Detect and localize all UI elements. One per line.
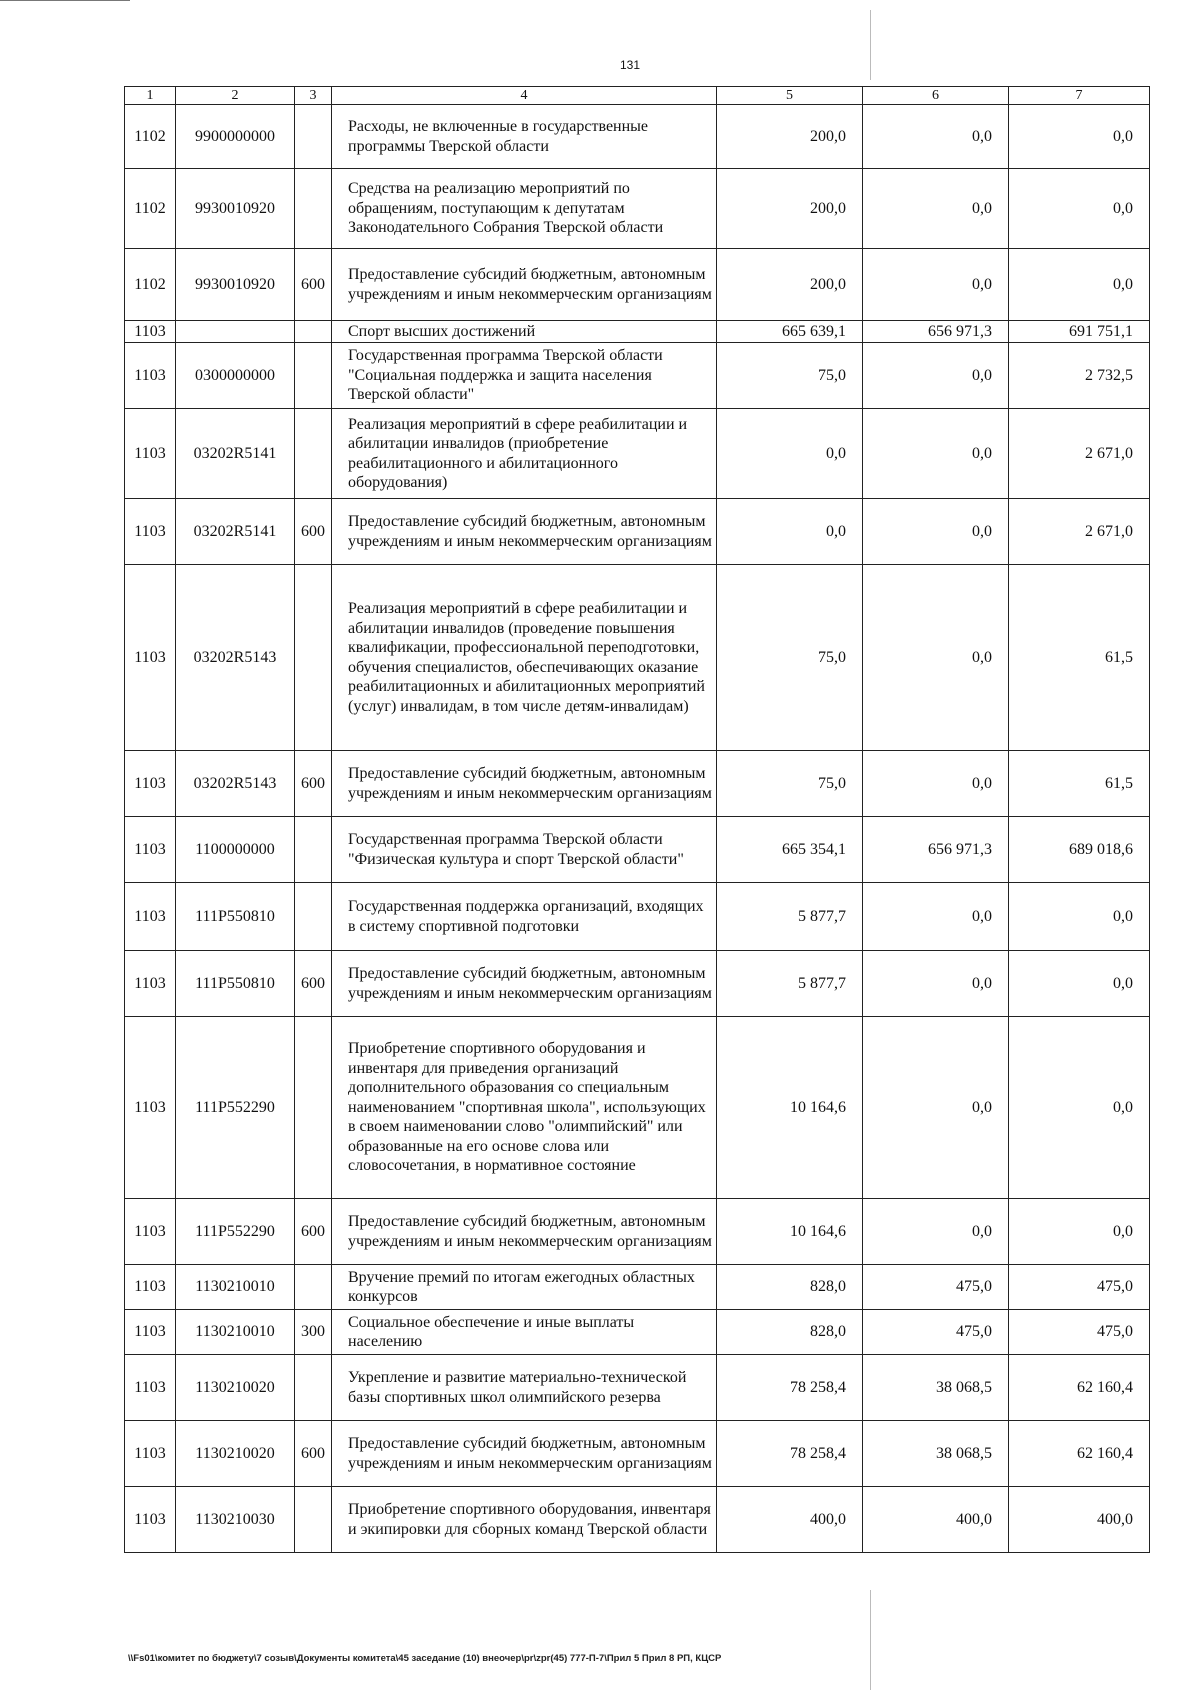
scan-line-bottom	[870, 1590, 871, 1690]
cell-value-6: 656 971,3	[863, 321, 1009, 343]
cell-value-5: 665 354,1	[717, 817, 863, 883]
cell-type: 600	[295, 1199, 332, 1265]
table-row	[125, 409, 1150, 499]
cell-value-5: 828,0	[717, 1310, 863, 1355]
cell-code: 9930010920	[176, 169, 295, 249]
cell-value-5: 400,0	[717, 1487, 863, 1553]
cell-code: 9900000000	[176, 105, 295, 169]
cell-value-7: 400,0	[1009, 1487, 1150, 1553]
cell-value-7: 691 751,1	[1009, 321, 1150, 343]
cell-value-5: 200,0	[717, 249, 863, 321]
table-row	[125, 751, 1150, 817]
cell-value-5: 0,0	[717, 409, 863, 499]
cell-value-5: 10 164,6	[717, 1017, 863, 1199]
cell-code: 0300000000	[176, 343, 295, 409]
cell-type: 600	[295, 499, 332, 565]
cell-name: Государственная программа Тверской области "Социальная поддержка и защита населения Тверской области"	[332, 343, 717, 409]
cell-section: 1103	[125, 499, 176, 565]
cell-value-7: 0,0	[1009, 105, 1150, 169]
cell-type: 600	[295, 249, 332, 321]
table-row	[125, 343, 1150, 409]
cell-value-6: 0,0	[863, 169, 1009, 249]
col-header-2: 2	[176, 87, 295, 105]
cell-name: Спорт высших достижений	[332, 321, 717, 343]
cell-value-7: 0,0	[1009, 169, 1150, 249]
scan-line-top	[0, 0, 130, 1]
table-row	[125, 169, 1150, 249]
cell-name: Приобретение спортивного оборудования, инвентаря и экипировки для сборных команд Тверской области	[332, 1487, 717, 1553]
cell-name: Реализация мероприятий в сфере реабилитации и абилитации инвалидов (приобретение реабилитационного и абилитационного оборудования)	[332, 409, 717, 499]
cell-name: Укрепление и развитие материально-технической базы спортивных школ олимпийского резерва	[332, 1355, 717, 1421]
cell-type: 300	[295, 1310, 332, 1355]
table-row	[125, 1421, 1150, 1487]
cell-value-7: 62 160,4	[1009, 1421, 1150, 1487]
table-row	[125, 817, 1150, 883]
cell-value-5: 5 877,7	[717, 951, 863, 1017]
cell-type	[295, 817, 332, 883]
table-row	[125, 1265, 1150, 1310]
cell-value-5: 5 877,7	[717, 883, 863, 951]
cell-code: 1130210020	[176, 1355, 295, 1421]
cell-code: 1100000000	[176, 817, 295, 883]
table-row	[125, 1487, 1150, 1553]
cell-type	[295, 105, 332, 169]
cell-type	[295, 1265, 332, 1310]
cell-name: Приобретение спортивного оборудования и инвентаря для приведения организаций дополнительного образования со специальным наименованием "спортивная школа", использующих в своем наименовании слово "олимпийский" или образованные на его основе слова или словосочетания, в нормативное состояние	[332, 1017, 717, 1199]
cell-value-7: 0,0	[1009, 951, 1150, 1017]
cell-name: Государственная поддержка организаций, входящих в систему спортивной подготовки	[332, 883, 717, 951]
table-row	[125, 1310, 1150, 1355]
cell-name: Предоставление субсидий бюджетным, автономным учреждениям и иным некоммерческим организациям	[332, 951, 717, 1017]
cell-section: 1103	[125, 1421, 176, 1487]
cell-section: 1103	[125, 751, 176, 817]
cell-name: Вручение премий по итогам ежегодных областных конкурсов	[332, 1265, 717, 1310]
cell-name: Социальное обеспечение и иные выплаты населению	[332, 1310, 717, 1355]
cell-name: Реализация мероприятий в сфере реабилитации и абилитации инвалидов (проведение повышения квалификации, профессиональной переподготовки, обучения специалистов, обеспечивающих оказание реабилитационных и абилитационных мероприятий (услуг) инвалидам, в том числе детям-инвалидам)	[332, 565, 717, 751]
table-header-row	[125, 87, 1150, 105]
cell-section: 1103	[125, 1310, 176, 1355]
cell-value-6: 0,0	[863, 409, 1009, 499]
cell-value-5: 75,0	[717, 751, 863, 817]
cell-section: 1103	[125, 1355, 176, 1421]
table-row	[125, 951, 1150, 1017]
cell-section: 1103	[125, 565, 176, 751]
cell-value-6: 475,0	[863, 1310, 1009, 1355]
cell-value-6: 0,0	[863, 343, 1009, 409]
table-row	[125, 321, 1150, 343]
cell-code: 111P550810	[176, 951, 295, 1017]
table-row	[125, 105, 1150, 169]
table-row	[125, 1199, 1150, 1265]
cell-value-7: 475,0	[1009, 1310, 1150, 1355]
cell-name: Предоставление субсидий бюджетным, автономным учреждениям и иным некоммерческим организациям	[332, 751, 717, 817]
cell-code	[176, 321, 295, 343]
cell-value-7: 2 671,0	[1009, 499, 1150, 565]
cell-section: 1103	[125, 1017, 176, 1199]
cell-section: 1103	[125, 951, 176, 1017]
table-row	[125, 499, 1150, 565]
cell-value-5: 75,0	[717, 565, 863, 751]
cell-code: 1130210030	[176, 1487, 295, 1553]
cell-value-7: 2 732,5	[1009, 343, 1150, 409]
cell-value-6: 475,0	[863, 1265, 1009, 1310]
cell-value-5: 10 164,6	[717, 1199, 863, 1265]
cell-code: 1130210010	[176, 1310, 295, 1355]
cell-value-7: 0,0	[1009, 883, 1150, 951]
cell-name: Расходы, не включенные в государственные программы Тверской области	[332, 105, 717, 169]
cell-section: 1103	[125, 321, 176, 343]
cell-value-7: 2 671,0	[1009, 409, 1150, 499]
cell-type	[295, 1017, 332, 1199]
cell-section: 1103	[125, 1199, 176, 1265]
cell-value-7: 689 018,6	[1009, 817, 1150, 883]
col-header-5: 5	[717, 87, 863, 105]
cell-value-7: 475,0	[1009, 1265, 1150, 1310]
cell-code: 03202R5141	[176, 499, 295, 565]
cell-name: Государственная программа Тверской области "Физическая культура и спорт Тверской области"	[332, 817, 717, 883]
cell-code: 03202R5143	[176, 565, 295, 751]
col-header-6: 6	[863, 87, 1009, 105]
cell-section: 1103	[125, 1487, 176, 1553]
table-row	[125, 883, 1150, 951]
cell-value-6: 0,0	[863, 565, 1009, 751]
cell-value-6: 0,0	[863, 751, 1009, 817]
cell-section: 1103	[125, 343, 176, 409]
cell-type	[295, 343, 332, 409]
cell-section: 1102	[125, 169, 176, 249]
cell-section: 1103	[125, 1265, 176, 1310]
cell-code: 111P550810	[176, 883, 295, 951]
table-row	[125, 1017, 1150, 1199]
table-row	[125, 1355, 1150, 1421]
cell-name: Предоставление субсидий бюджетным, автономным учреждениям и иным некоммерческим организациям	[332, 1421, 717, 1487]
cell-value-6: 0,0	[863, 951, 1009, 1017]
cell-value-5: 0,0	[717, 499, 863, 565]
cell-code: 1130210020	[176, 1421, 295, 1487]
col-header-1: 1	[125, 87, 176, 105]
col-header-4: 4	[332, 87, 717, 105]
cell-value-7: 0,0	[1009, 1199, 1150, 1265]
cell-section: 1103	[125, 883, 176, 951]
col-header-7: 7	[1009, 87, 1150, 105]
cell-code: 111P552290	[176, 1199, 295, 1265]
cell-type	[295, 321, 332, 343]
cell-value-6: 0,0	[863, 1017, 1009, 1199]
cell-type	[295, 1355, 332, 1421]
cell-value-6: 0,0	[863, 105, 1009, 169]
cell-code: 1130210010	[176, 1265, 295, 1310]
cell-value-6: 38 068,5	[863, 1421, 1009, 1487]
cell-value-7: 0,0	[1009, 1017, 1150, 1199]
cell-value-5: 828,0	[717, 1265, 863, 1310]
cell-name: Предоставление субсидий бюджетным, автономным учреждениям и иным некоммерческим организациям	[332, 249, 717, 321]
cell-value-6: 0,0	[863, 249, 1009, 321]
footer-file-path: \\Fs01\комитет по бюджету\7 созыв\Документы комитета\45 заседание (10) внеочер\pr\zpr(45) 777-П-7\Прил 5 Прил 8 РП, КЦСР	[128, 1653, 722, 1664]
cell-type	[295, 883, 332, 951]
cell-value-5: 78 258,4	[717, 1421, 863, 1487]
cell-value-7: 0,0	[1009, 249, 1150, 321]
cell-value-5: 78 258,4	[717, 1355, 863, 1421]
cell-section: 1103	[125, 817, 176, 883]
cell-type: 600	[295, 951, 332, 1017]
cell-value-5: 665 639,1	[717, 321, 863, 343]
cell-value-5: 200,0	[717, 105, 863, 169]
cell-value-6: 38 068,5	[863, 1355, 1009, 1421]
budget-table	[124, 86, 1150, 1553]
cell-value-5: 200,0	[717, 169, 863, 249]
cell-type	[295, 1487, 332, 1553]
cell-value-7: 61,5	[1009, 751, 1150, 817]
cell-type	[295, 409, 332, 499]
cell-value-6: 656 971,3	[863, 817, 1009, 883]
col-header-3: 3	[295, 87, 332, 105]
cell-name: Предоставление субсидий бюджетным, автономным учреждениям и иным некоммерческим организациям	[332, 1199, 717, 1265]
cell-type: 600	[295, 751, 332, 817]
cell-section: 1103	[125, 409, 176, 499]
cell-value-7: 62 160,4	[1009, 1355, 1150, 1421]
cell-type	[295, 169, 332, 249]
cell-type	[295, 565, 332, 751]
cell-code: 9930010920	[176, 249, 295, 321]
cell-value-6: 400,0	[863, 1487, 1009, 1553]
cell-code: 111P552290	[176, 1017, 295, 1199]
cell-value-7: 61,5	[1009, 565, 1150, 751]
table-row	[125, 565, 1150, 751]
page-number: 131	[620, 58, 641, 72]
cell-section: 1102	[125, 249, 176, 321]
table-body	[125, 105, 1150, 1553]
cell-name: Средства на реализацию мероприятий по обращениям, поступающим к депутатам Законодательного Собрания Тверской области	[332, 169, 717, 249]
table-row	[125, 249, 1150, 321]
cell-section: 1102	[125, 105, 176, 169]
cell-code: 03202R5143	[176, 751, 295, 817]
cell-value-6: 0,0	[863, 883, 1009, 951]
scan-line-right	[870, 10, 871, 80]
cell-value-6: 0,0	[863, 1199, 1009, 1265]
cell-value-5: 75,0	[717, 343, 863, 409]
cell-name: Предоставление субсидий бюджетным, автономным учреждениям и иным некоммерческим организациям	[332, 499, 717, 565]
cell-value-6: 0,0	[863, 499, 1009, 565]
cell-code: 03202R5141	[176, 409, 295, 499]
cell-type: 600	[295, 1421, 332, 1487]
